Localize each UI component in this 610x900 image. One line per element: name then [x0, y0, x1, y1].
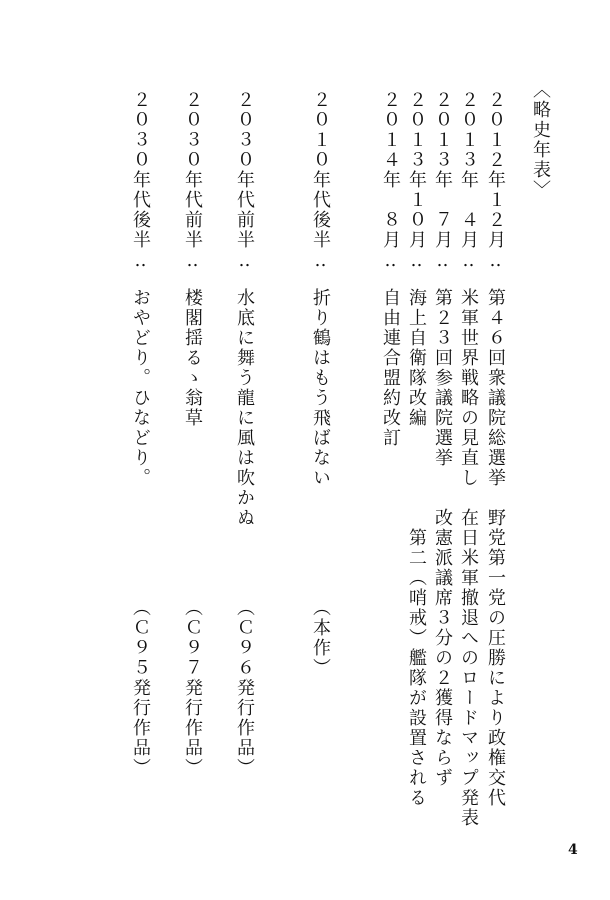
work-title: 水底に舞う龍に風は吹かぬ	[234, 288, 255, 528]
work-date: ２０３０年代後半	[130, 90, 151, 250]
work-note: （Ｃ９７発行作品）	[182, 598, 203, 778]
work-separator: ‥	[182, 250, 203, 273]
timeline-event: 海上自衛隊改編 第二（哨戒）艦隊が設置される	[406, 288, 427, 808]
timeline-date: ２０１３年１０月	[406, 90, 427, 250]
work-separator: ‥	[234, 250, 255, 273]
timeline-separator: ‥	[432, 250, 453, 273]
work-title: 楼閣揺るゝ翁草	[182, 288, 203, 428]
work-title: 折り鶴はもう飛ばない	[310, 288, 331, 488]
timeline-event: 第２３回参議院選挙 改憲派議席３分の２獲得ならず	[432, 288, 453, 788]
work-title: おやどり。ひなどり。	[130, 288, 151, 488]
timeline-separator: ‥	[458, 250, 479, 273]
timeline-separator: ‥	[485, 250, 506, 273]
timeline-event: 米軍世界戦略の見直し 在日米軍撤退へのロードマップ発表	[458, 288, 479, 828]
timeline-date: ２０１３年 ７月	[432, 90, 453, 250]
work-separator: ‥	[310, 250, 331, 273]
page-number: 4	[568, 842, 578, 858]
timeline-event: 第４６回衆議院総選挙 野党第一党の圧勝により政権交代	[485, 288, 506, 808]
work-note: （Ｃ９６発行作品）	[234, 598, 255, 778]
work-date: ２０３０年代前半	[234, 90, 255, 250]
work-note: （Ｃ９５発行作品）	[130, 598, 151, 778]
work-note: （本作）	[310, 598, 331, 678]
timeline-date: ２０１３年 ４月	[458, 90, 479, 250]
work-date: ２０３０年代前半	[182, 90, 203, 250]
timeline-date: ２０１４年 ８月	[380, 90, 401, 250]
timeline-date: ２０１２年１２月	[485, 90, 506, 250]
work-date: ２０１０年代後半	[310, 90, 331, 250]
timeline-event: 自由連合盟約改訂	[380, 288, 401, 448]
timeline-separator: ‥	[380, 250, 401, 273]
work-separator: ‥	[130, 250, 151, 273]
timeline-separator: ‥	[406, 250, 427, 273]
page-heading: 〈略史年表〉	[530, 80, 551, 200]
